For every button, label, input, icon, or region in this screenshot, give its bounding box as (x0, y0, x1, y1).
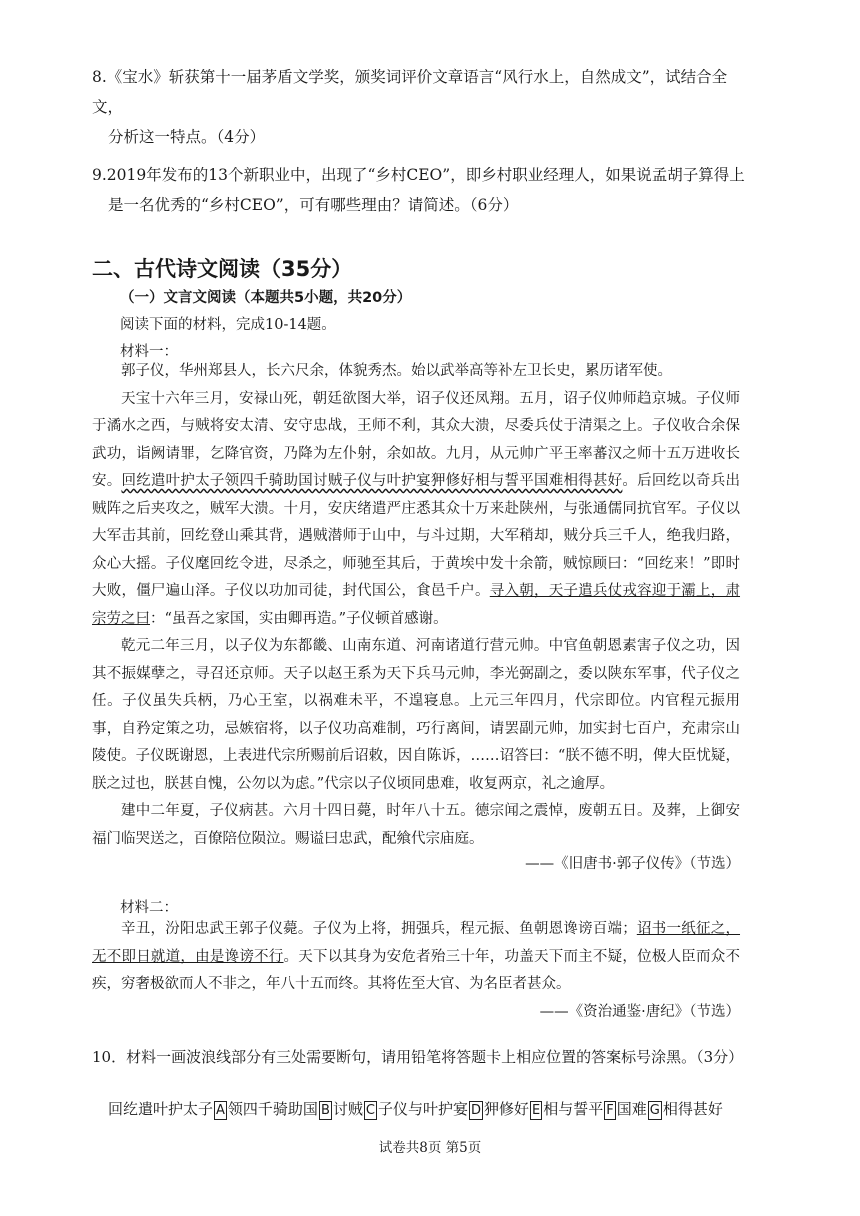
material2-source: ——《资治通鉴·唐纪》（节选） (539, 1004, 740, 1020)
segment-8: 相得甚好 (662, 1100, 723, 1118)
question-9 (92, 160, 752, 220)
material2-passage (92, 916, 740, 999)
m1-p2-text-c: ：“虽吾之家国，实由卿再造。”子仪顿首感谢。 (150, 610, 448, 627)
subsection-title: （一）文言文阅读（本题共5小题，共20分） (120, 290, 412, 306)
question-8 (92, 62, 752, 152)
q8-line1: 8.《宝水》斩获第十一届茅盾文学奖，颁奖词评价文章语言“风行水上，自然成文”，试结合全文， (92, 68, 728, 116)
m2-para1 (92, 916, 740, 999)
m1-para4: 建中二年夏，子仪病甚。六月十四日薨，时年八十五。德宗闻之震悼，废朝五日。及葬，上御安福门临哭送之，百僚陪位陨泣。赐谥曰忠武，配飨代宗庙庭。 (92, 803, 740, 847)
segment-7: 国难 (616, 1100, 647, 1118)
segment-1: 回纥遣叶护太子 (108, 1100, 214, 1118)
material1-label: 材料一： (120, 344, 178, 360)
m1-p2-text-a: 天宝十六年三月，安禄山死，朝廷欲图大举，诏子仪还凤翔。五月，诏子仪帅师趋京城。子仪师于潏水之西，与贼将安太清、安守忠战，王师不利，其众大溃，尽委兵仗于清渠之上。子仪收合余保武功，诣阙请罪，乞降官资，乃降为左仆射，余如故。九月，从元帅广平王率蕃汉之师十五万进收长安。 (92, 390, 740, 489)
marker-f[interactable]: F (606, 1103, 614, 1118)
q9-line1: 9.2019年发布的13个新职业中，出现了“乡村CEO”，即乡村职业经理人，如果说孟胡子算得上 (92, 166, 745, 184)
marker-g[interactable]: G (649, 1103, 660, 1118)
instruction: 阅读下面的材料，完成10-14题。 (120, 317, 336, 333)
q10-answer-segments (108, 1098, 723, 1120)
m1-para3: 乾元二年三月，以子仪为东都畿、山南东道、河南诸道行营元帅。中官鱼朝恩素害子仪之功，因其不振媒孽之，寻召还京师。天子以赵王系为天下兵马元帅，李光弼副之，委以陕东军事，代子仪之任。子仪虽失兵柄，乃心王室，以祸难未平，不遑寝息。上元三年四月，代宗即位。内官程元振用事，自矜定策之功，忌嫉宿将，以子仪功高难制，巧行离间，请罢副元帅，加实封七百户，充肃宗山陵使。子仪既谢恩，上表进代宗所赐前后诏敕，因自陈诉，……诏答曰：“朕不德不明，俾大臣忧疑，朕之过也，朕甚自愧，公勿以为虑。”代宗以子仪顷同患难，收复两京，礼之逾厚。 (92, 638, 740, 792)
segment-4: 子仪与叶护宴 (377, 1100, 468, 1118)
material1-source: ——《旧唐书·郭子仪传》（节选） (525, 856, 740, 872)
marker-d[interactable]: D (470, 1103, 481, 1118)
marker-c[interactable]: C (365, 1103, 375, 1118)
q8-line2: 分析这一特点。（4分） (108, 128, 266, 146)
segment-2: 领四千骑助国 (227, 1100, 318, 1118)
material1-passage (92, 358, 740, 853)
m1-para1: 郭子仪，华州郑县人，长六尺余，体貌秀杰。始以武举高等补左卫长史，累历诸军使。 (121, 363, 672, 379)
segment-3: 讨贼 (332, 1100, 363, 1118)
segment-5: 狎修好 (483, 1100, 529, 1118)
marker-a[interactable]: A (216, 1103, 225, 1118)
question-10: 10．材料一画波浪线部分有三处需要断句，请用铅笔将答题卡上相应位置的答案标号涂黑。（3分） (92, 1048, 744, 1066)
m1-wavy-line-text: 回纥遣叶护太子领四千骑助国讨贼子仪与叶护宴狎修好相与誓平国难相得甚好 (121, 473, 623, 489)
m2-text-b: 。天下以其身为安危者殆三十年，功盖天下而主不疑，位极人臣而众不疾，穷奢极欲而人不非之，年八十五而终。其将佐至大官、为名臣者甚众。 (92, 948, 741, 992)
marker-b[interactable]: B (320, 1103, 330, 1118)
segment-6: 相与誓平 (543, 1100, 604, 1118)
m2-text-a: 辛丑，汾阳忠武王郭子仪薨。子仪为上将，拥强兵，程元振、鱼朝恩谗谤百端； (121, 921, 637, 937)
material2-label: 材料二： (120, 900, 178, 916)
m2-underlined-text: 诏书一纸征之，无不即日就道，由是谗谤不行 (92, 921, 741, 965)
section-title: 二、古代诗文阅读（35分） (92, 257, 353, 281)
marker-e[interactable]: E (532, 1103, 541, 1118)
q9-line2: 是一名优秀的“乡村CEO”，可有哪些理由？请简述。（6分） (108, 196, 519, 214)
m1-underlined-text: 寻入朝，天子遣兵仗戎容迎于灞上，肃宗劳之曰 (92, 583, 741, 627)
m1-p2-text-b: 。后回纥以奇兵出贼阵之后夹攻之，贼军大溃。十月，安庆绪遣严庄悉其众十万来赴陕州，与张通儒同抗官军。子仪以大军击其前，回纥登山乘其背，遇贼潜师于山中，与斗过期，大军稍却，贼分兵三千人，绝我归路，众心大摇。子仪麾回纥令进，尽杀之，师驰至其后，于黄埃中发十余箭，贼惊顾曰：“回纥来！”即时大败，僵尸遍山泽。子仪以功加司徒，封代国公，食邑千户。 (92, 473, 741, 599)
page-footer: 试卷共8页 第5页 (378, 1140, 482, 1156)
m1-para2 (92, 386, 740, 634)
